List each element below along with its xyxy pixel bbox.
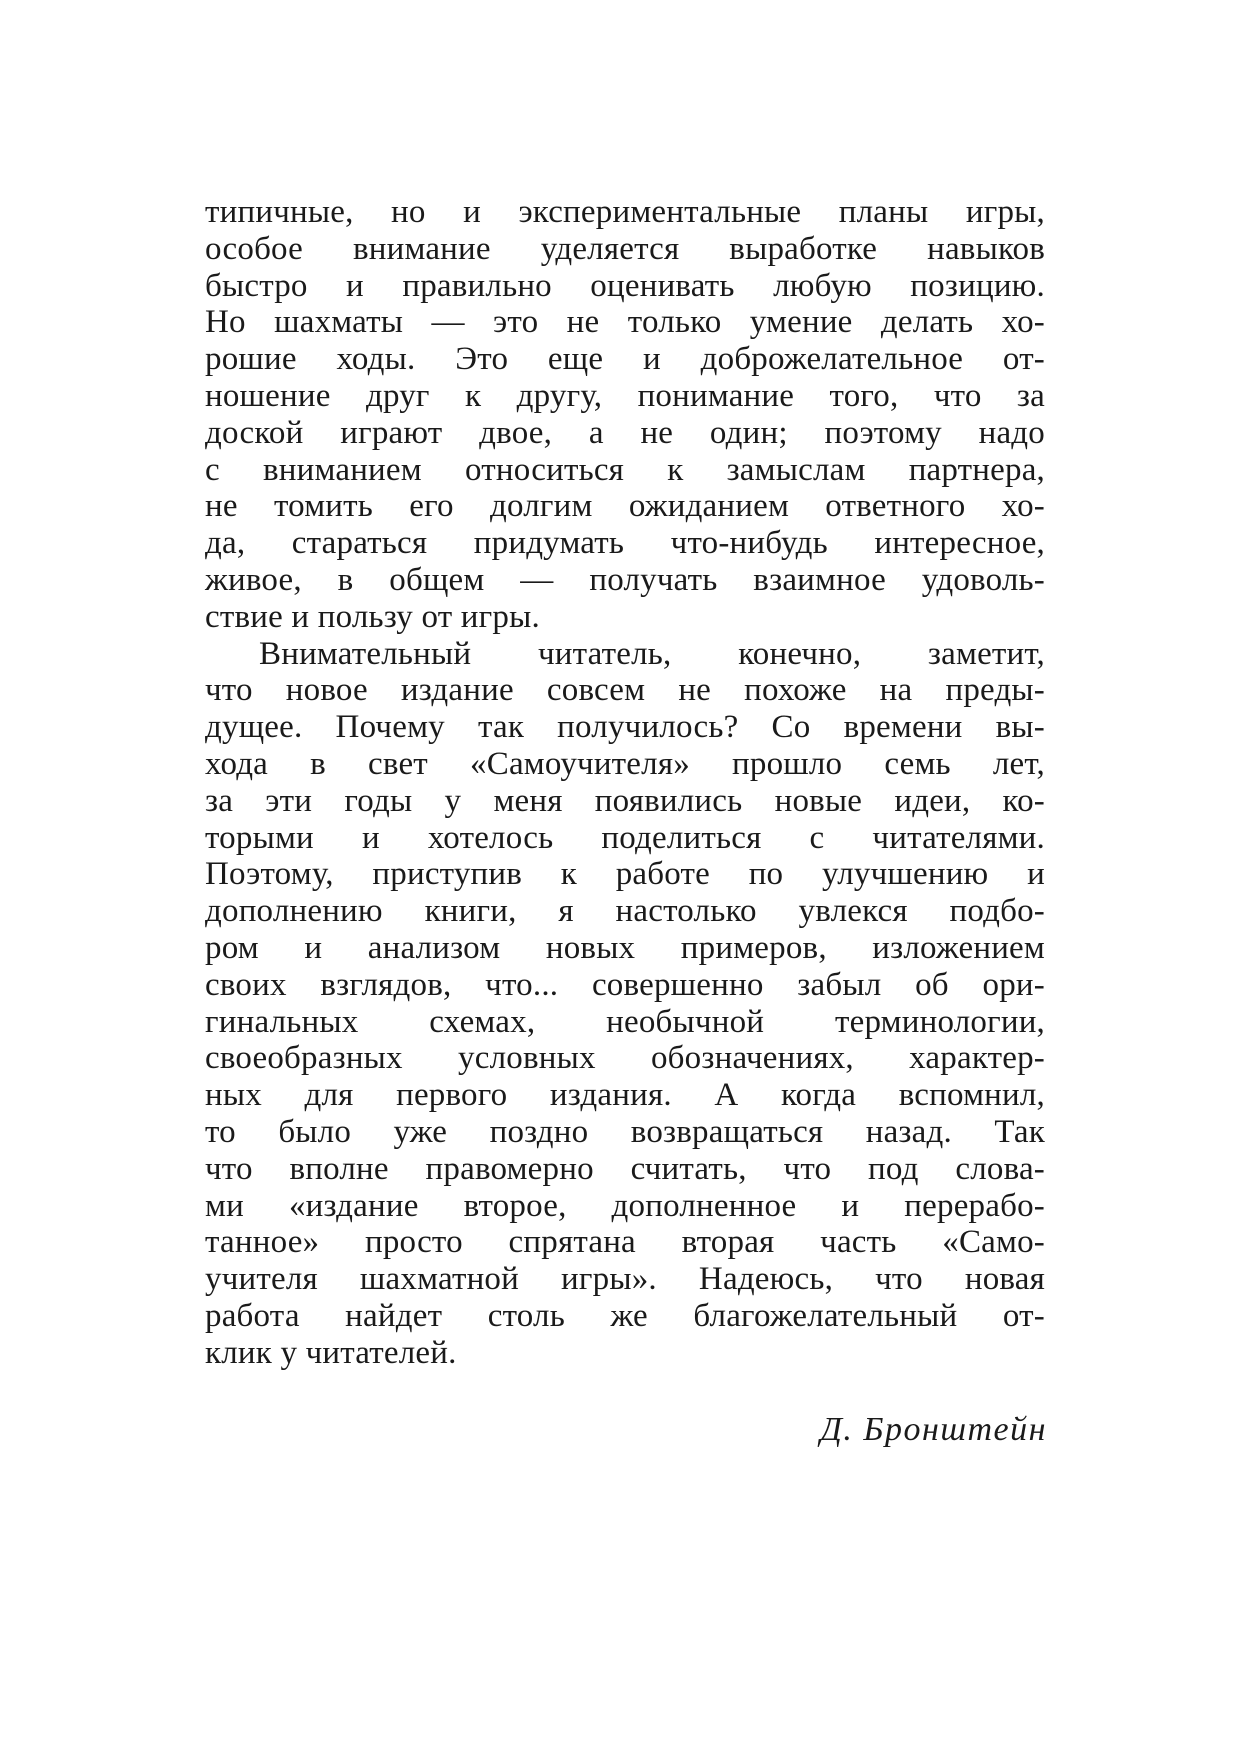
text-line: Но шахматы — это не только умение делать хо-: [205, 304, 1045, 341]
text-line: что вполне правомерно считать, что под слова-: [205, 1150, 1045, 1187]
text-line: с вниманием относиться к замыслам партнера,: [205, 451, 1045, 488]
paragraph-2: [205, 636, 1045, 1372]
text-line: не томить его долгим ожиданием ответного хо-: [205, 488, 1045, 525]
text-line: учителя шахматной игры». Надеюсь, что новая: [205, 1261, 1045, 1298]
text-line: дополнению книги, я настолько увлекся подбо-: [205, 893, 1045, 930]
text-line: Внимательный читатель, конечно, заметит,: [259, 635, 1045, 672]
text-line: дущее. Почему так получилось? Со времени вы-: [205, 709, 1045, 746]
text-line: рошие ходы. Это еще и доброжелательное от-: [205, 341, 1045, 378]
text-line: клик у читателей.: [205, 1334, 457, 1371]
text-line: Поэтому, приступив к работе по улучшению и: [205, 856, 1045, 893]
paragraph-1: [205, 194, 1045, 636]
text-line: что новое издание совсем не похоже на преды-: [205, 672, 1045, 709]
text-line: гинальных схемах, необычной терминологии,: [205, 1003, 1045, 1040]
text-line: доской играют двое, а не один; поэтому надо: [205, 414, 1045, 451]
author-signature: Д. Бронштейн: [820, 1411, 1047, 1448]
text-line: танное» просто спрятана вторая часть «Само-: [205, 1224, 1045, 1261]
text-line: особое внимание уделяется выработке навыков: [205, 230, 1045, 267]
text-line: ствие и пользу от игры.: [205, 598, 540, 635]
text-line: быстро и правильно оценивать любую позицию.: [205, 267, 1045, 304]
text-line: за эти годы у меня появились новые идеи, ко-: [205, 782, 1045, 819]
body-text: [205, 194, 1045, 1372]
text-line: ром и анализом новых примеров, изложением: [205, 929, 1045, 966]
text-line: своих взглядов, что... совершенно забыл об ори-: [205, 966, 1045, 1003]
text-line: своеобразных условных обозначениях, характер-: [205, 1040, 1045, 1077]
text-line: типичные, но и экспериментальные планы игры,: [205, 194, 1045, 230]
text-line: работа найдет столь же благожелательный от-: [205, 1297, 1045, 1334]
text-line: да, стараться придумать что-нибудь интересное,: [205, 525, 1045, 562]
text-line: торыми и хотелось поделиться с читателями.: [205, 819, 1045, 856]
text-line: ных для первого издания. А когда вспомнил,: [205, 1077, 1045, 1114]
text-line: хода в свет «Самоучителя» прошло семь лет,: [205, 745, 1045, 782]
text-line: то было уже поздно возвращаться назад. Так: [205, 1113, 1045, 1150]
text-line: живое, в общем — получать взаимное удоволь-: [205, 561, 1045, 598]
text-line: ношение друг к другу, понимание того, что за: [205, 377, 1045, 414]
text-line: ми «издание второе, дополненное и перерабо-: [205, 1187, 1045, 1224]
